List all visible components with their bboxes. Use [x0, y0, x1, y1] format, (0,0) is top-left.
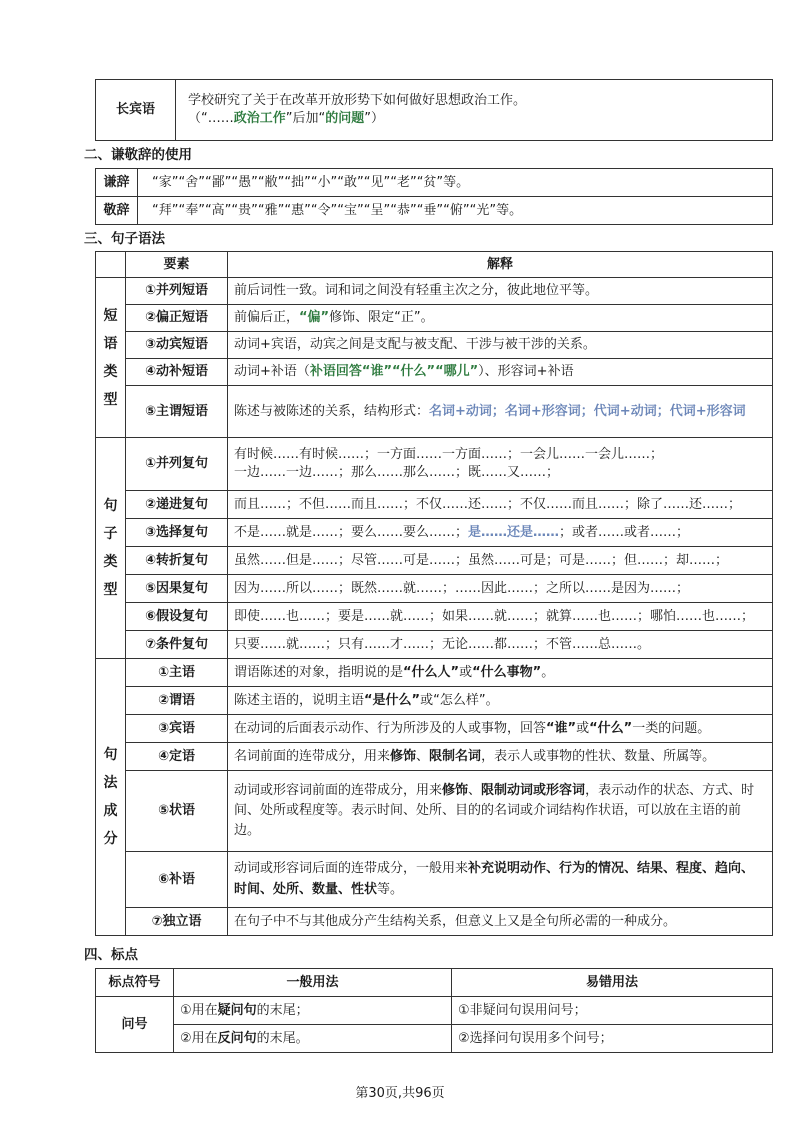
- component-explanation: 谓语陈述的对象，指明说的是“什么人”或“什么事物”。: [228, 659, 773, 687]
- section-2-heading: 二、谦敬辞的使用: [84, 147, 192, 163]
- punctuation-header: 标点符号: [96, 969, 174, 997]
- sentence-explanation: 虽然……但是……；尽管……可是……；虽然……可是；可是……；但……；却……；: [228, 547, 773, 575]
- general-usage: ①用在疑问句的末尾；: [174, 997, 452, 1025]
- component-name: ①主语: [126, 659, 228, 687]
- component-explanation: 动词或形容词前面的连带成分，用来修饰、限制动词或形容词，表示动作的状态、方式、时间、处所或程度等。表示时间、处所、目的的名词或介词结构作状语，可以放在主语的前边。: [228, 771, 773, 852]
- component-explanation: 陈述主语的，说明主语“是什么”或“怎么样”。: [228, 687, 773, 715]
- sentence-name: ⑤因果复句: [126, 575, 228, 603]
- honorific-table: [95, 168, 773, 225]
- sentence-explanation: 而且……；不但……而且……；不仅……还……；不仅……而且……；除了……还……；: [228, 491, 773, 519]
- long-object-label: 长宾语: [96, 80, 176, 141]
- sentence-explanation: 不是……就是……；要么……要么……；是……还是……；或者……或者……；: [228, 519, 773, 547]
- humble-words-label: 谦辞: [96, 169, 138, 197]
- respectful-words: “拜”“奉”“高”“贵”“雅”“惠”“令”“宝”“呈”“恭”“垂”“俯”“光”等。: [138, 197, 773, 225]
- component-group: 句 法 成 分: [96, 659, 126, 936]
- long-object-note: （“……政治工作”后加“的问题”）: [188, 111, 385, 126]
- sentence-name: ②递进复句: [126, 491, 228, 519]
- long-object-example: [176, 80, 773, 141]
- component-explanation: 名词前面的连带成分，用来修饰、限制名词，表示人或事物的性状、数量、所属等。: [228, 743, 773, 771]
- long-object-table: [95, 79, 773, 141]
- phrase-name: ⑤主谓短语: [126, 386, 228, 438]
- phrase-explanation: 陈述与被陈述的关系，结构形式：名词+动词；名词+形容词；代词+动词；代词+形容词: [228, 386, 773, 438]
- punctuation-table: [95, 968, 773, 1053]
- component-name: ②谓语: [126, 687, 228, 715]
- section-4-heading: 四、标点: [84, 947, 138, 963]
- error-usage: ②选择问句误用多个问号；: [452, 1025, 773, 1053]
- sentence-explanation: 只要……就……；只有……才……；无论……都……；不管……总……。: [228, 631, 773, 659]
- error-usage: ①非疑问句误用问号；: [452, 997, 773, 1025]
- grammar-table: [95, 251, 773, 936]
- phrase-explanation: 前后词性一致。词和词之间没有轻重主次之分，彼此地位平等。: [228, 278, 773, 305]
- phrase-type-group: 短 语 类 型: [96, 278, 126, 438]
- sentence-name: ⑦条件复句: [126, 631, 228, 659]
- humble-words: “家”“舍”“鄙”“愚”“敝”“拙”“小”“敢”“见”“老”“贫”等。: [138, 169, 773, 197]
- phrase-name: ①并列短语: [126, 278, 228, 305]
- page-number: 第30页,共96页: [355, 1086, 445, 1101]
- sentence-name: ③选择复句: [126, 519, 228, 547]
- component-name: ⑤状语: [126, 771, 228, 852]
- phrase-name: ④动补短语: [126, 359, 228, 386]
- phrase-explanation: 前偏后正，“偏”修饰、限定“正”。: [228, 305, 773, 332]
- phrase-explanation: 动词+补语（补语回答“谁”“什么”“哪儿”）、形容词+补语: [228, 359, 773, 386]
- phrase-name: ②偏正短语: [126, 305, 228, 332]
- component-explanation: 在句子中不与其他成分产生结构关系，但意义上又是全句所必需的一种成分。: [228, 908, 773, 936]
- sentence-explanation: 即使……也……；要是……就……；如果……就……；就算……也……；哪怕……也……；: [228, 603, 773, 631]
- component-name: ⑥补语: [126, 852, 228, 908]
- sentence-name: ①并列复句: [126, 438, 228, 491]
- phrase-name: ③动宾短语: [126, 332, 228, 359]
- component-name: ⑦独立语: [126, 908, 228, 936]
- general-usage-header: 一般用法: [174, 969, 452, 997]
- component-name: ③宾语: [126, 715, 228, 743]
- section-3-heading: 三、句子语法: [84, 231, 165, 247]
- error-usage-header: 易错用法: [452, 969, 773, 997]
- sentence-explanation: 因为……所以……；既然……就……；……因此……；之所以……是因为……；: [228, 575, 773, 603]
- respectful-words-label: 敬辞: [96, 197, 138, 225]
- element-header: 要素: [126, 252, 228, 278]
- component-name: ④定语: [126, 743, 228, 771]
- component-explanation: 动词或形容词后面的连带成分，一般用来补充说明动作、行为的情况、结果、程度、趋向、时间、处所、数量、性状等。: [228, 852, 773, 908]
- explanation-header: 解释: [228, 252, 773, 278]
- sentence-explanation: 有时候……有时候……；一方面……一方面……；一会儿……一会儿……； 一边……一边……；那么……那么……；既……又……；: [228, 438, 773, 491]
- component-explanation: 在动词的后面表示动作、行为所涉及的人或事物，回答“谁”或“什么”一类的问题。: [228, 715, 773, 743]
- sentence-name: ④转折复句: [126, 547, 228, 575]
- long-object-sentence: 学校研究了关于在改革开放形势下如何做好思想政治工作。: [188, 93, 527, 109]
- sentence-name: ⑥假设复句: [126, 603, 228, 631]
- phrase-explanation: 动词+宾语，动宾之间是支配与被支配、干涉与被干涉的关系。: [228, 332, 773, 359]
- general-usage: ②用在反问句的末尾。: [174, 1025, 452, 1053]
- question-mark-label: 问号: [96, 997, 174, 1053]
- sentence-type-group: 句 子 类 型: [96, 438, 126, 659]
